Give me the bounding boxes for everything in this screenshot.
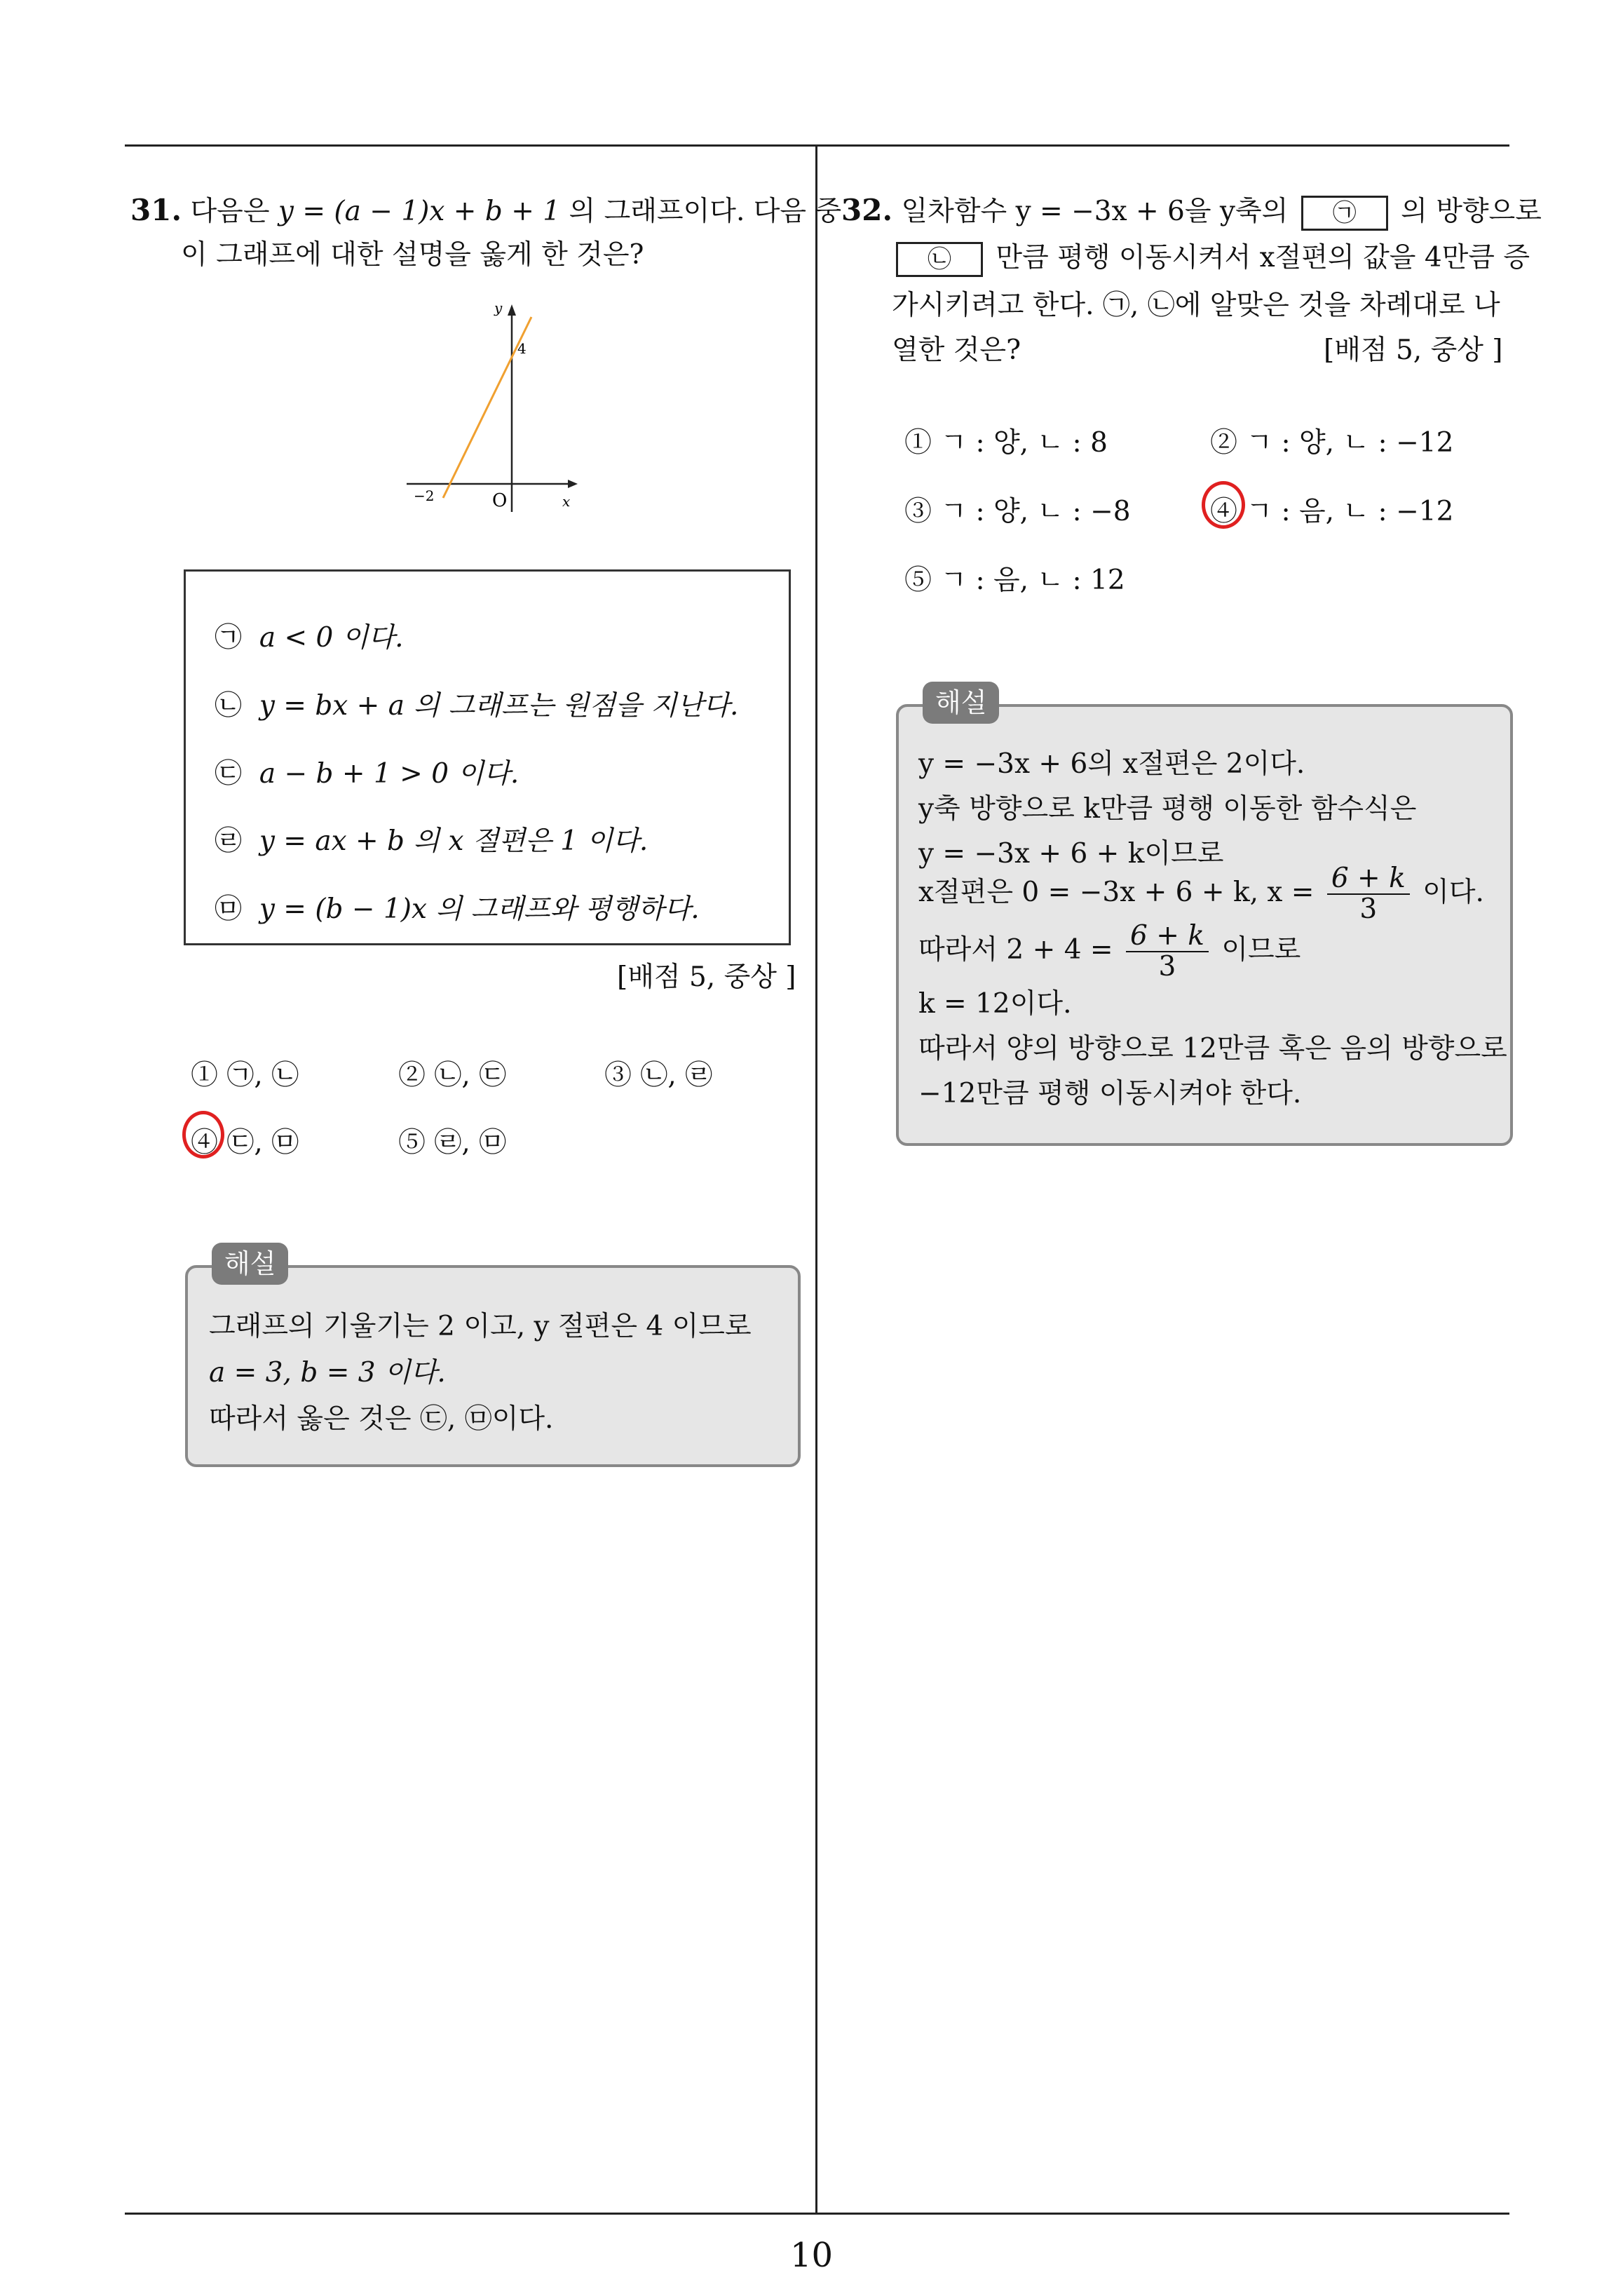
q31-solution-line2: a = 3, b = 3 이다.	[209, 1357, 446, 1389]
bottom-rule	[125, 2213, 1509, 2215]
q32-option-5[interactable]: ⑤ ㄱ : 음, ㄴ : 12	[904, 565, 1125, 596]
sol5-numerator: 6 + k	[1126, 921, 1209, 952]
q31-stem-part-a: 다음은	[190, 196, 270, 227]
x-intercept-label: −2	[414, 487, 435, 504]
condition-5	[215, 887, 700, 926]
condition-2	[215, 684, 738, 723]
condition-4	[215, 819, 648, 858]
condition-3	[215, 752, 519, 791]
condition-mark: ㉢	[215, 758, 243, 790]
q31-solution-line1: 그래프의 기울기는 2 이고, y 절편은 4 이므로	[209, 1311, 752, 1342]
q32-blank-1: ㉠	[1301, 196, 1388, 231]
q31-graph	[400, 295, 589, 519]
q32-answer-circle-mark	[1202, 481, 1245, 529]
y-axis-arrow	[508, 304, 516, 316]
q31-answer-circle-mark	[182, 1111, 224, 1159]
q31-option-4[interactable]: ④ ㉢, ㉤	[191, 1127, 299, 1159]
q31-stem-line1	[130, 188, 841, 234]
condition-text: a − b + 1 > 0 이다.	[259, 758, 520, 790]
q32-stem-line2	[892, 236, 1530, 281]
q31-option-5[interactable]: ⑤ ㉣, ㉤	[398, 1127, 507, 1159]
q31-option-3[interactable]: ③ ㉡, ㉣	[604, 1060, 713, 1091]
q32-stem-part-c: 만큼 평행 이동시켜서 x절편의 값을 4만큼 증	[996, 242, 1530, 274]
q32-option-4[interactable]: ④ ㄱ : 음, ㄴ : −12	[1210, 496, 1454, 527]
q32-option-2[interactable]: ② ㄱ : 양, ㄴ : −12	[1210, 427, 1454, 459]
q31-points: [배점 5, 중상 ]	[617, 961, 796, 993]
y-axis-label: y	[494, 299, 503, 316]
q31-option-1[interactable]: ① ㉠, ㉡	[191, 1060, 299, 1091]
y-intercept-label: 4	[517, 340, 527, 357]
q32-option-1[interactable]: ① ㄱ : 양, ㄴ : 8	[904, 427, 1108, 459]
q32-stem-line4: 열한 것은?	[892, 335, 1021, 366]
condition-mark: ㉠	[215, 622, 243, 654]
q31-solution-line3: 따라서 옳은 것은 ㉢, ㉤이다.	[209, 1403, 554, 1435]
sol5-fraction	[1126, 921, 1209, 982]
condition-mark: ㉤	[215, 893, 243, 925]
q32-solution-line7: 따라서 양의 방향으로 12만큼 혹은 음의 방향으로	[918, 1033, 1507, 1065]
column-divider	[815, 146, 817, 2215]
condition-1	[215, 616, 404, 655]
q32-number: 32.	[841, 193, 893, 227]
q31-stem-equation: y = (a − 1)x + b + 1	[278, 196, 561, 227]
x-axis-arrow	[568, 480, 578, 488]
q32-solution-line6: k = 12이다.	[918, 988, 1072, 1020]
condition-text: y = ax + b 의 x 절편은 1 이다.	[259, 825, 648, 857]
condition-text: a < 0 이다.	[259, 622, 404, 654]
page-number: 10	[789, 2236, 834, 2275]
q32-solution-tag: 해설	[923, 682, 999, 724]
sol5-denominator: 3	[1158, 951, 1176, 982]
q31-stem-part-b: 의 그래프이다. 다음 중	[569, 196, 842, 227]
q32-solution-line2: y축 방향으로 k만큼 평행 이동한 함수식은	[918, 793, 1417, 825]
x-axis-label: x	[562, 493, 571, 510]
origin-label: O	[492, 490, 508, 511]
q31-option-2[interactable]: ② ㉡, ㉢	[398, 1060, 507, 1091]
sol5-text-b: 이므로	[1221, 934, 1301, 966]
q32-solution-line1: y = −3x + 6의 x절편은 2이다.	[918, 748, 1305, 780]
q31-solution-tag: 해설	[212, 1243, 288, 1285]
q32-solution-line3: y = −3x + 6 + k이므로	[918, 838, 1224, 870]
q31-number: 31.	[130, 193, 182, 227]
q32-solution-line8: −12만큼 평행 이동시켜야 한다.	[918, 1078, 1302, 1109]
q32-option-3[interactable]: ③ ㄱ : 양, ㄴ : −8	[904, 496, 1131, 527]
sol4-text-b: 이다.	[1422, 877, 1484, 908]
sol4-text-a: x절편은 0 = −3x + 6 + k, x =	[918, 877, 1315, 908]
condition-text: y = bx + a 의 그래프는 원점을 지난다.	[259, 690, 739, 722]
q32-points: [배점 5, 중상 ]	[1324, 335, 1503, 366]
q31-stem-line2: 이 그래프에 대한 설명을 옳게 한 것은?	[181, 239, 644, 271]
q32-solution-line5	[918, 921, 1301, 982]
sol4-denominator: 3	[1359, 893, 1378, 925]
sol4-fraction	[1327, 864, 1410, 924]
q32-stem-part-b: 의 방향으로	[1401, 196, 1542, 227]
sol5-text-a: 따라서 2 + 4 =	[918, 934, 1113, 966]
q32-stem-line3: 가시키려고 한다. ㉠, ㉡에 알맞은 것을 차례대로 나	[892, 290, 1500, 321]
sol4-numerator: 6 + k	[1327, 864, 1410, 895]
q32-stem-line1	[841, 188, 1542, 234]
q32-blank-2: ㉡	[896, 242, 983, 277]
condition-mark: ㉣	[215, 825, 243, 857]
condition-text: y = (b − 1)x 의 그래프와 평행하다.	[259, 893, 700, 925]
q32-stem-part-a: 일차함수 y = −3x + 6을 y축의	[901, 196, 1289, 227]
condition-mark: ㉡	[215, 690, 243, 722]
q32-solution-line4	[918, 864, 1484, 924]
